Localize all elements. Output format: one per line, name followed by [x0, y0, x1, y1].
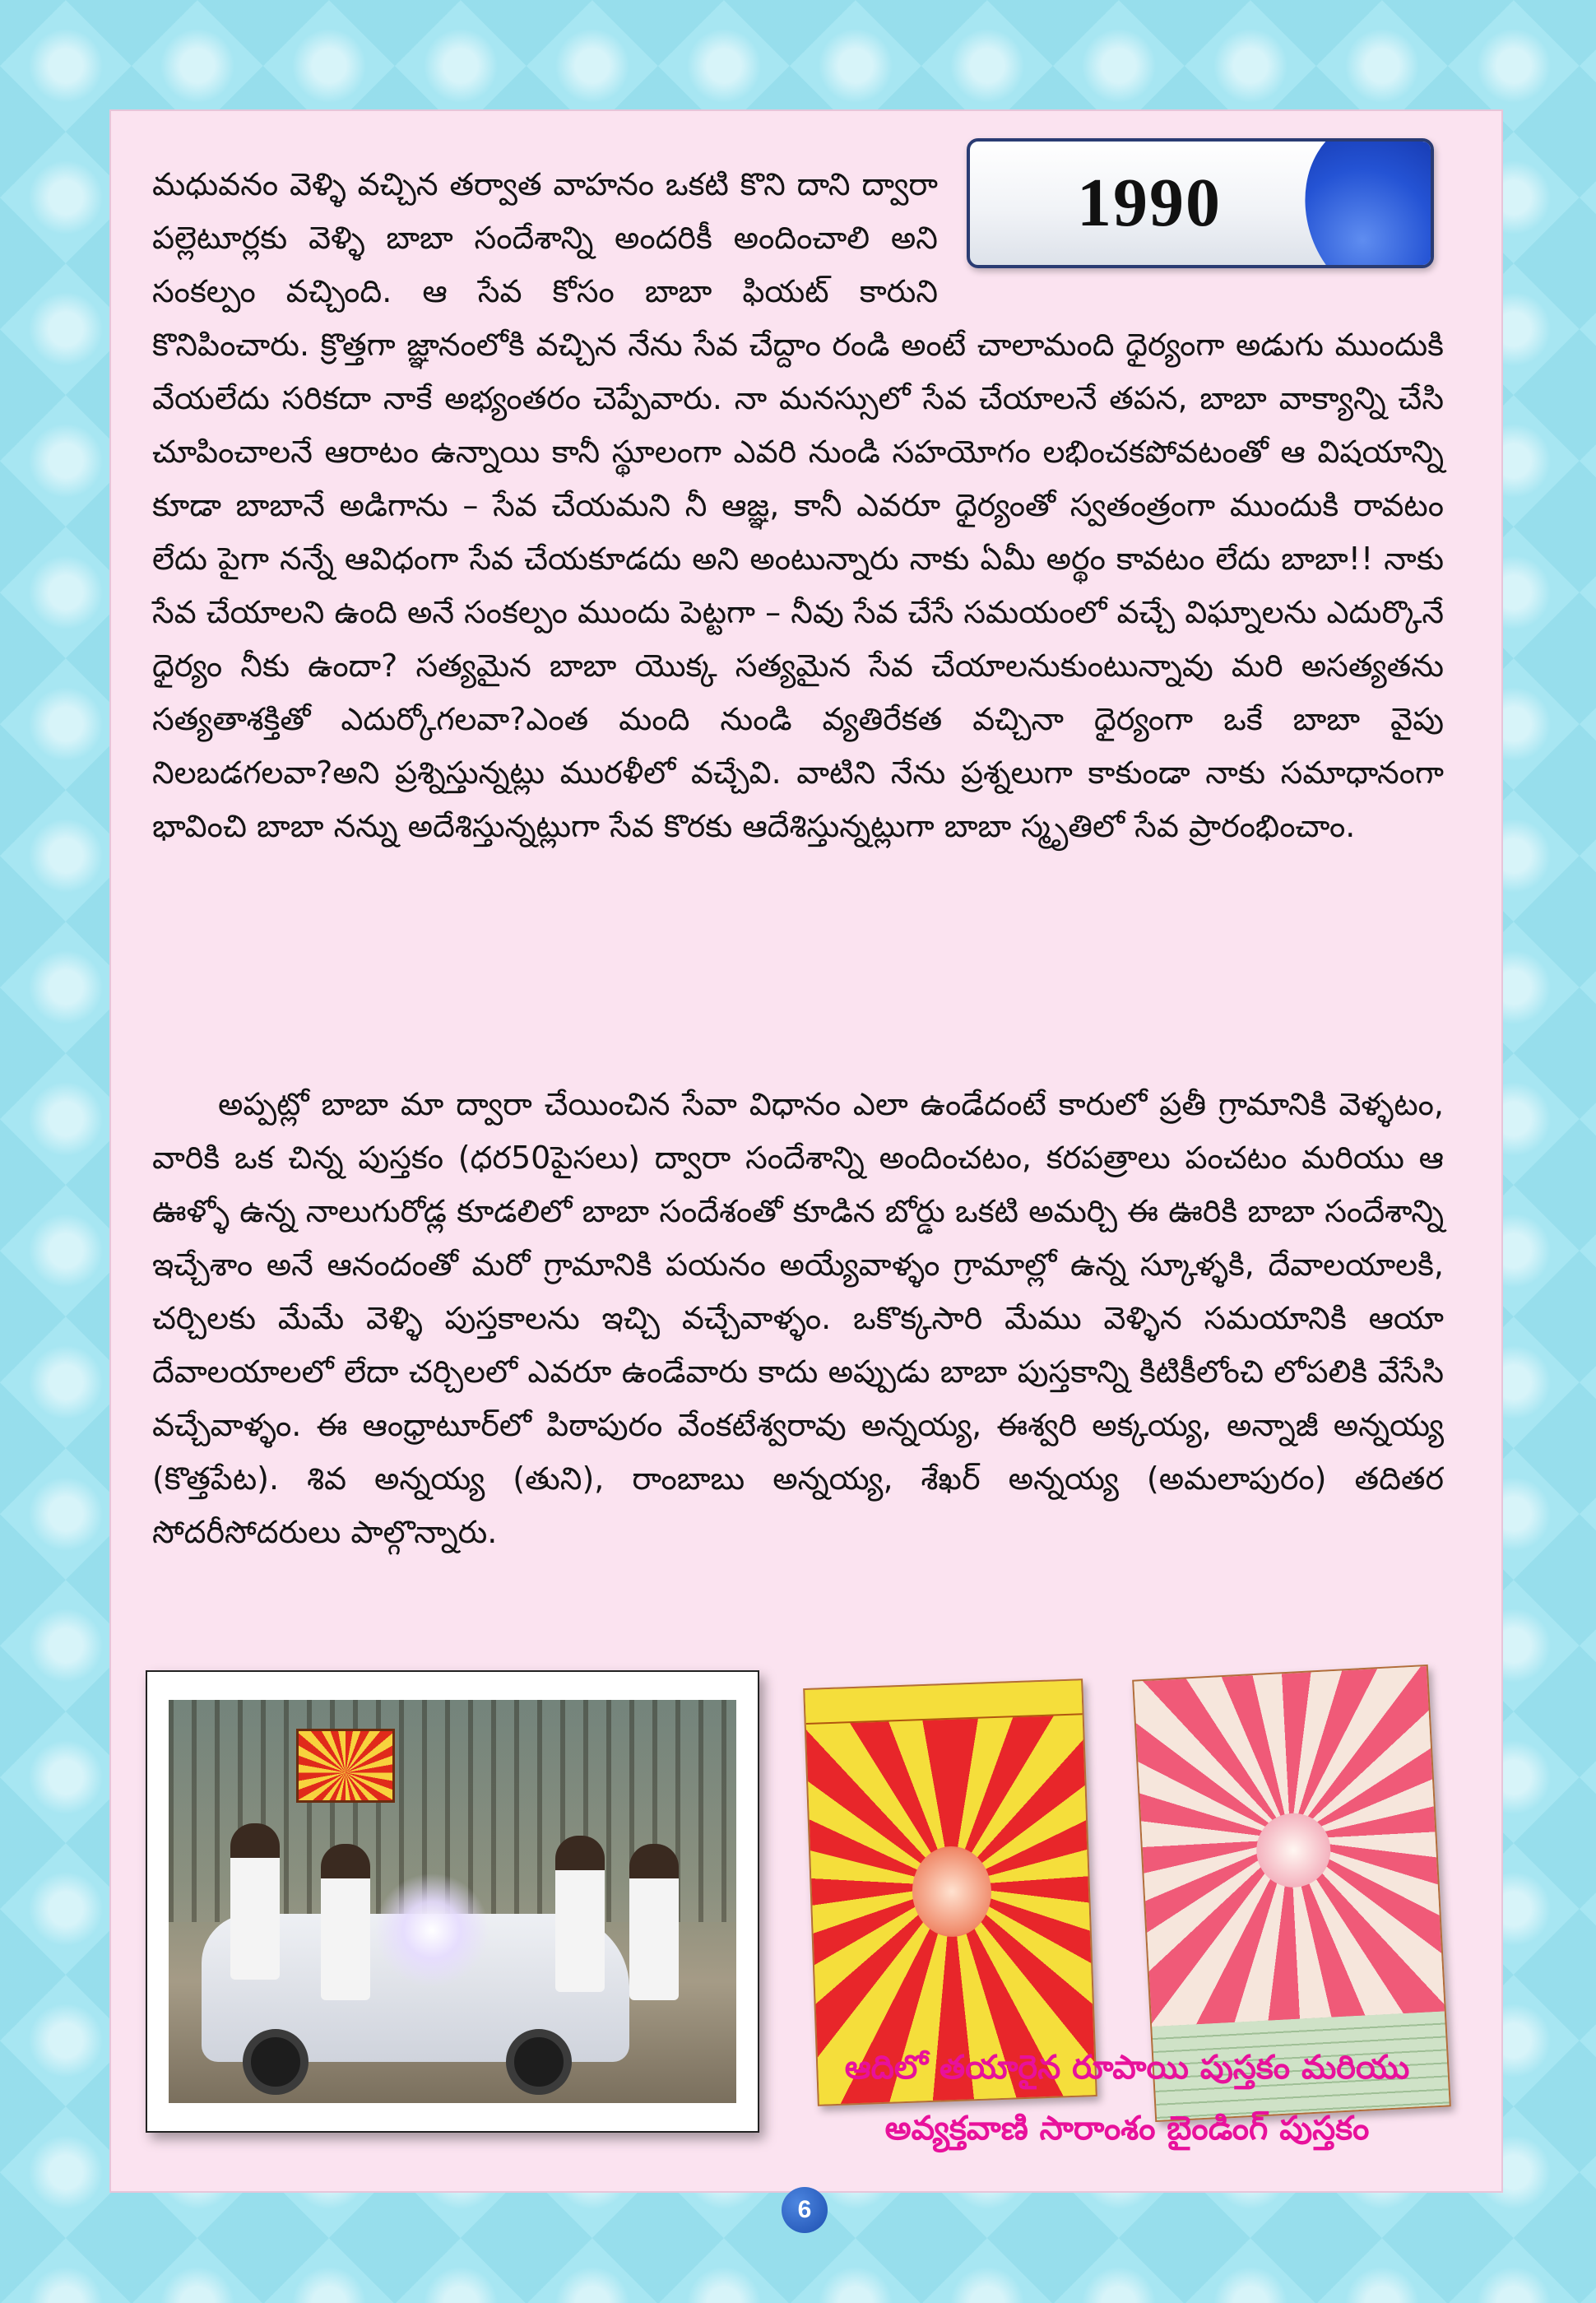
- page-number-badge: 6: [782, 2187, 828, 2233]
- fiat-car-photo: [169, 1700, 736, 2103]
- paragraph-2: అప్పట్లో బాబా మా ద్వారా చేయించిన సేవా విధానం ఎలా ఉండేదంటే కారులో ప్రతీ గ్రామానికి వెళ్ళటం, వారికి ఒక చిన్న పుస్తకం (ధర50పైసలు) ద్వారా సందేశాన్ని అందించటం, కరపత్రాలు పంచటం మరియు ఆ ఊళ్ళో ఉన్న నాలుగురోడ్ల కూడలిలో బాబా సందేశంతో కూడిన బోర్డు ఒకటి అమర్చి ఈ ఊరికి బాబా సందేశాన్ని ఇచ్చేశాం అనే ఆనందంతో మరో గ్రామానికి పయనం అయ్యేవాళ్ళం గ్రామాల్లో ఉన్న స్కూళ్ళకి, దేవాలయాలకి, చర్చిలకు మేమే వెళ్ళి పుస్తకాలను ఇచ్చి వచ్చేవాళ్ళం. ఒకొక్కసారి మేము వెళ్ళిన సమయానికి ఆయా దేవాలయాలలో లేదా చర్చిలలో ఎవరూ ఉండేవారు కాదు అప్పుడు బాబా పుస్తకాన్ని కిటికీలోంచి లోపలికి వేసేసి వచ్చేవాళ్ళం. ఈ ఆంధ్రాటూర్‌లో పిఠాపురం వేంకటేశ్వరావు అన్నయ్య, ఈశ్వరి అక్కయ్య, అన్నాజీ అన్నయ్య (కొత్తపేట). శివ అన్నయ్య (తుని), రాంబాబు అన్నయ్య, శేఖర్ అన్నయ్య (అమలాపురం) తదితర సోదరీసోదరులు పాల్గొన్నారు.: [152, 1086, 1444, 1550]
- person: [629, 1844, 679, 2000]
- person: [230, 1823, 280, 1980]
- badge-spacer: [938, 158, 1444, 269]
- person: [555, 1836, 605, 1992]
- photo-frame: [146, 1670, 759, 2133]
- light-glare: [374, 1873, 489, 1988]
- car-wheel: [243, 2029, 309, 2095]
- paragraph-1: [152, 158, 1444, 853]
- paragraph-1-text: మధువనం వెళ్ళి వచ్చిన తర్వాత వాహనం ఒకటి కొని దాని ద్వారా పల్లెటూర్లకు వెళ్ళి బాబా సందేశాన్ని అందరికీ అందించాలి అని సంకల్పం వచ్చింది. ఆ సేవ కోసం బాబా ఫియట్ కారుని కొనిపించారు. క్రొత్తగా జ్ఞానంలోకి వచ్చిన నేను సేవ చేద్దాం రండి అంటే చాలామంది ధైర్యంగా అడుగు ముందుకి వేయలేదు సరికదా నాకే అభ్యంతరం చెప్పేవారు. నా మనస్సులో సేవ చేయాలనే తపన, బాబా వాక్యాన్ని చేసి చూపించాలనే ఆరాటం ఉన్నాయి కానీ స్థూలంగా ఎవరి నుండి సహయోగం లభించకపోవటంతో ఆ విషయాన్ని కూడా బాబానే అడిగాను – సేవ చేయమని నీ ఆజ్ఞ, కానీ ఎవరూ ధైర్యంతో స్వతంత్రంగా ముందుకి రావటం లేదు పైగా నన్నే ఆవిధంగా సేవ చేయకూడదు అని అంటున్నారు నాకు ఏమీ అర్థం కావటం లేదు బాబా!! నాకు సేవ చేయాలని ఉంది అనే సంకల్పం ముందు పెట్టగా – నీవు సేవ చేసే సమయంలో వచ్చే విఘ్నాలను ఎదుర్కొనే ధైర్యం నీకు ఉందా? సత్యమైన బాబా యొక్క సత్యమైన సేవ చేయాలనుకుంటున్నావు మరి అసత్యతను సత్యతాశక్తితో ఎదుర్కోగలవా?ఎంత మంది నుండి వ్యతిరేకత వచ్చినా ధైర్యంగా ఒకే బాబా వైపు నిలబడగలవా?అని ప్రశ్నిస్తున్నట్లు మురళీలో వచ్చేవి. వాటిని నేను ప్రశ్నలుగా కాకుండా నాకు సమాధానంగా భావించి బాబా నన్ను అదేశిస్తున్నట్లుగా సేవ కొరకు ఆదేశిస్తున్నట్లుగా బాబా స్మృతిలో సేవ ప్రారంభించాం.: [152, 166, 1444, 844]
- rooftop-sign: [296, 1729, 395, 1803]
- car-wheel: [506, 2029, 572, 2095]
- person: [321, 1844, 370, 2000]
- year-label: 1990: [1077, 165, 1222, 241]
- caption-line-1: ఆదిలో తయారైన రూపాయి పుస్తకం మరియు: [844, 2049, 1410, 2087]
- caption-line-2: అవ్యక్తవాణి సారాంశం బైండింగ్ పుస్తకం: [884, 2110, 1370, 2147]
